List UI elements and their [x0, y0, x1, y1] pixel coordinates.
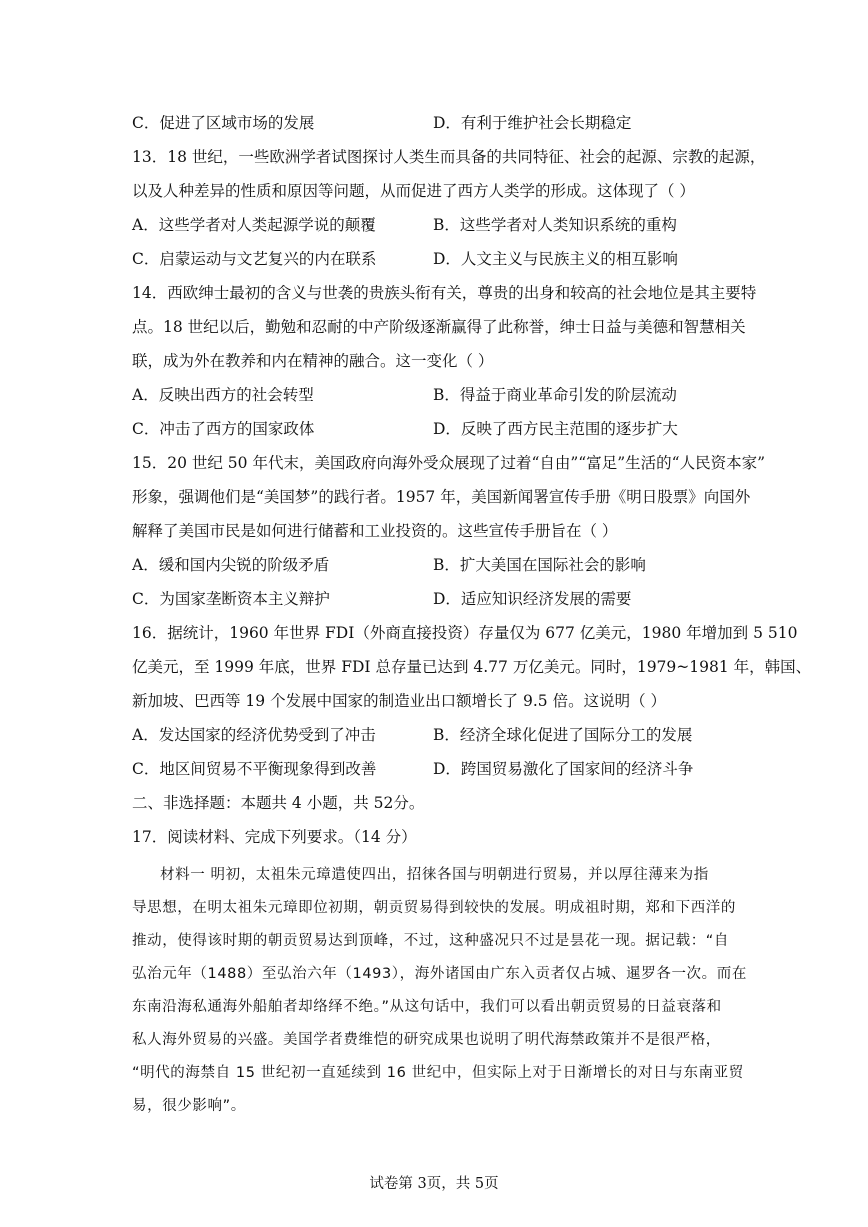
material-line: 私人海外贸易的兴盛。美国学者费维恺的研究成果也说明了明代海禁政策并不是很严格，	[132, 1032, 721, 1048]
q16-option-d: D．跨国贸易激化了国家间的经济斗争	[433, 760, 694, 778]
q15-option-d: D．适应知识经济发展的需要	[433, 590, 632, 608]
q16-stem-line-1: 16．据统计，1960 年世界 FDI（外商直接投资）存量仅为 677 亿美元，1980 年增加到 5 510	[132, 624, 798, 642]
q15-stem-line-1: 15．20 世纪 50 年代末，美国政府向海外受众展现了过着“自由”“富足”生活的“人民资本家”	[132, 454, 765, 472]
q13-option-a: A．这些学者对人类起源学说的颠覆	[132, 216, 376, 234]
section-heading: 二、非选择题：本题共 4 小题，共 52分。	[132, 794, 425, 812]
q14-option-b: B．得益于商业革命引发的阶层流动	[433, 386, 677, 404]
material-line: 材料一 明初，太祖朱元璋遣使四出，招徕各国与明朝进行贸易，并以厚往薄来为指	[160, 867, 709, 883]
q15-option-b: B．扩大美国在国际社会的影响	[433, 556, 646, 574]
material-line: 导思想，在明太祖朱元璋即位初期，朝贡贸易得到较快的发展。明成祖时期，郑和下西洋的	[132, 900, 736, 916]
q14-option-c: C．冲击了西方的国家政体	[132, 420, 315, 438]
q14-option-a: A．反映出西方的社会转型	[132, 386, 314, 404]
material-line: “明代的海禁自 15 世纪初一直延续到 16 世纪中，但实际上对于日渐增长的对日与东南亚贸	[132, 1065, 744, 1081]
q13-option-c: C．启蒙运动与文艺复兴的内在联系	[132, 250, 377, 268]
q13-option-d: D．人文主义与民族主义的相互影响	[433, 250, 678, 268]
q13-stem-line-2: 以及人种差异的性质和原因等问题，从而促进了西方人类学的形成。这体现了（ ）	[132, 182, 695, 200]
q14-option-d: D．反映了西方民主范围的逐步扩大	[433, 420, 678, 438]
q15-stem-line-2: 形象，强调他们是“美国梦”的践行者。1957 年，美国新闻署宣传手册《明日股票》向国外	[132, 488, 751, 506]
q13-stem-line-1: 13．18 世纪，一些欧洲学者试图探讨人类生而具备的共同特征、社会的起源、宗教的起源，	[132, 148, 766, 166]
q14-stem-line-2: 点。18 世纪以后，勤勉和忍耐的中产阶级逐渐赢得了此称誉，绅士日益与美德和智慧相关	[132, 318, 746, 336]
page-footer: 试卷第 3页，共 5页	[369, 1176, 499, 1192]
q14-stem-line-3: 联，成为外在教养和内在精神的融合。这一变化（ ）	[132, 352, 494, 370]
material-line: 弘治元年（1488）至弘治六年（1493），海外诸国由广东入贡者仅占城、暹罗各一次。而在	[132, 966, 747, 982]
q12-option-d: D．有利于维护社会长期稳定	[433, 114, 632, 132]
q14-stem-line-1: 14．西欧绅士最初的含义与世袭的贵族头衔有关，尊贵的出身和较高的社会地位是其主要特	[132, 284, 757, 302]
q13-option-b: B．这些学者对人类知识系统的重构	[433, 216, 677, 234]
q15-option-c: C．为国家垄断资本主义辩护	[132, 590, 330, 608]
q12-option-c: C．促进了区域市场的发展	[132, 114, 315, 132]
material-line: 易，很少影响”。	[132, 1098, 246, 1114]
q16-option-c: C．地区间贸易不平衡现象得到改善	[132, 760, 377, 778]
q15-option-a: A．缓和国内尖锐的阶级矛盾	[132, 556, 330, 574]
q17-stem: 17．阅读材料、完成下列要求。（14 分）	[132, 828, 417, 846]
q16-option-a: A．发达国家的经济优势受到了冲击	[132, 726, 376, 744]
q16-stem-line-3: 新加坡、巴西等 19 个发展中国家的制造业出口额增长了 9.5 倍。这说明（ ）	[132, 692, 667, 710]
q16-option-b: B．经济全球化促进了国际分工的发展	[433, 726, 693, 744]
q16-stem-line-2: 亿美元，至 1999 年底，世界 FDI 总存量已达到 4.77 万亿美元。同时，1979~1981 年，韩国、	[132, 658, 812, 676]
q15-stem-line-3: 解释了美国市民是如何进行储蓄和工业投资的。这些宣传手册旨在（ ）	[132, 522, 618, 540]
material-line: 推动，使得该时期的朝贡贸易达到顶峰，不过，这种盛况只不过是昙花一现。据记载：“自	[132, 933, 730, 949]
material-line: 东南沿海私通海外船舶者却络绎不绝。”从这句话中，我们可以看出朝贡贸易的日益衰落和	[132, 999, 722, 1015]
